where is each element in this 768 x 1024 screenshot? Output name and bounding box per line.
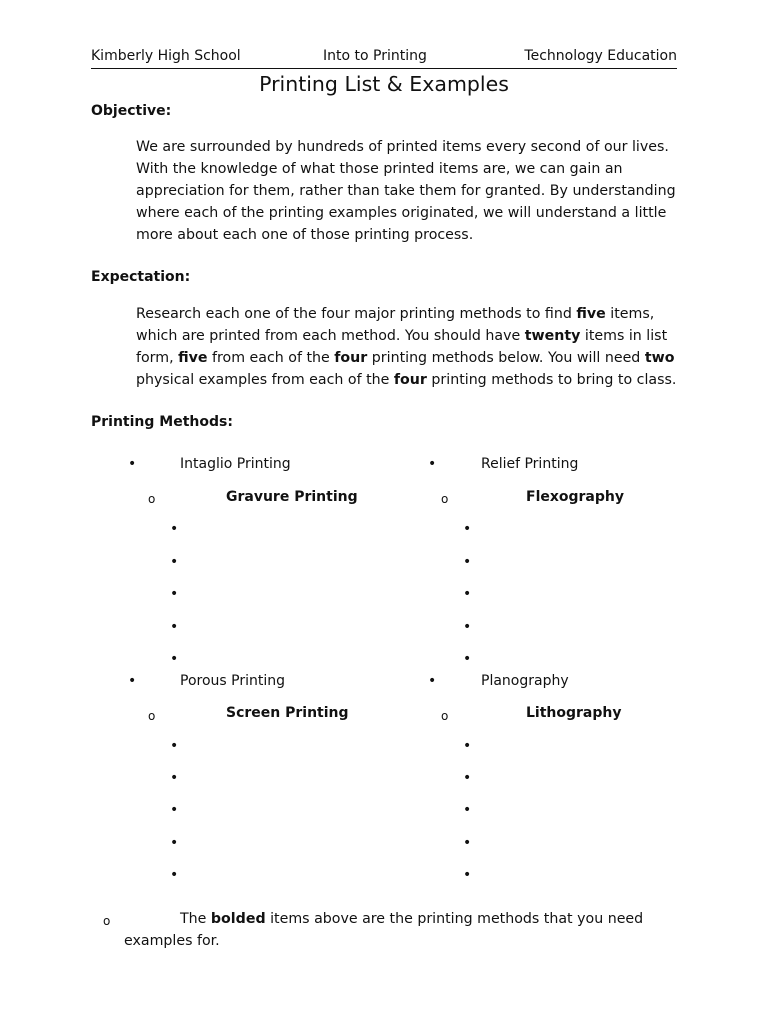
bullet-icon: • [463,554,472,570]
bullet-icon: • [463,651,472,667]
bullet-icon: • [170,521,179,537]
objective-heading: Objective: [91,103,172,119]
bullet-icon: • [463,770,472,786]
bullet-icon: • [170,867,179,883]
page-title: Printing List & Examples [259,72,509,96]
text-run: items, [605,306,655,322]
bullet-icon: • [128,673,137,689]
text-run: physical examples from each of the [136,372,394,388]
expectation-heading: Expectation: [91,269,191,285]
text-run: form, [136,350,179,366]
objective-paragraph [136,136,696,246]
school-name: Kimberly High School [91,48,241,64]
document-header [91,48,677,69]
expectation-line [136,325,696,347]
circle-bullet-icon: o [148,492,156,506]
bullet-icon: • [463,586,472,602]
method-flexography: Flexography [526,489,624,505]
method-screen: Screen Printing [226,705,349,721]
text-run: items in list [580,328,668,344]
objective-line: With the knowledge of what those printed items are, we can gain an [136,161,623,177]
objective-line: more about each one of those printing process. [136,227,474,243]
footnote-line-2: examples for. [124,933,220,949]
bullet-icon: • [170,835,179,851]
circle-bullet-icon: o [441,492,449,506]
expectation-line [136,369,696,391]
text-run: which are printed from each method. You should have [136,328,525,344]
circle-bullet-icon: o [103,914,111,928]
objective-line: We are surrounded by hundreds of printed items every second of our lives. [136,139,669,155]
bullet-icon: • [170,619,179,635]
method-gravure: Gravure Printing [226,489,358,505]
bullet-icon: • [170,770,179,786]
category-relief: Relief Printing [481,456,579,472]
bold-run: four [393,372,427,388]
text-run: Research each one of the four major printing methods to find [136,306,577,322]
objective-line: where each of the printing examples originated, we will understand a little [136,205,667,221]
expectation-paragraph [136,303,696,391]
bullet-icon: • [463,802,472,818]
method-lithography: Lithography [526,705,622,721]
bold-run: four [334,350,368,366]
text-run: items above are the printing methods that you need [265,911,644,927]
bold-run: twenty [524,328,581,344]
bold-run: five [576,306,606,322]
bullet-icon: • [463,521,472,537]
category-planography: Planography [481,673,569,689]
bullet-icon: • [428,673,437,689]
objective-line: appreciation for them, rather than take them for granted. By understanding [136,183,676,199]
bold-run: five [178,350,208,366]
bullet-icon: • [428,456,437,472]
category-intaglio: Intaglio Printing [180,456,291,472]
department-name: Technology Education [524,48,677,64]
circle-bullet-icon: o [148,709,156,723]
bullet-icon: • [170,802,179,818]
methods-heading: Printing Methods: [91,414,233,430]
bullet-icon: • [170,554,179,570]
bullet-icon: • [170,738,179,754]
bullet-icon: • [170,651,179,667]
bold-run: two [644,350,675,366]
circle-bullet-icon: o [441,709,449,723]
text-run: printing methods to bring to class. [426,372,677,388]
text-run: The [180,911,211,927]
bold-run: bolded [210,911,266,927]
bullet-icon: • [463,738,472,754]
bullet-icon: • [170,586,179,602]
text-run: printing methods below. You will need [367,350,645,366]
bullet-icon: • [463,835,472,851]
footnote-line [180,911,643,927]
expectation-line [136,347,696,369]
bullet-icon: • [463,867,472,883]
bullet-icon: • [463,619,472,635]
course-name: Into to Printing [323,48,427,64]
expectation-line [136,303,696,325]
text-run: from each of the [207,350,335,366]
category-porous: Porous Printing [180,673,285,689]
bullet-icon: • [128,456,137,472]
